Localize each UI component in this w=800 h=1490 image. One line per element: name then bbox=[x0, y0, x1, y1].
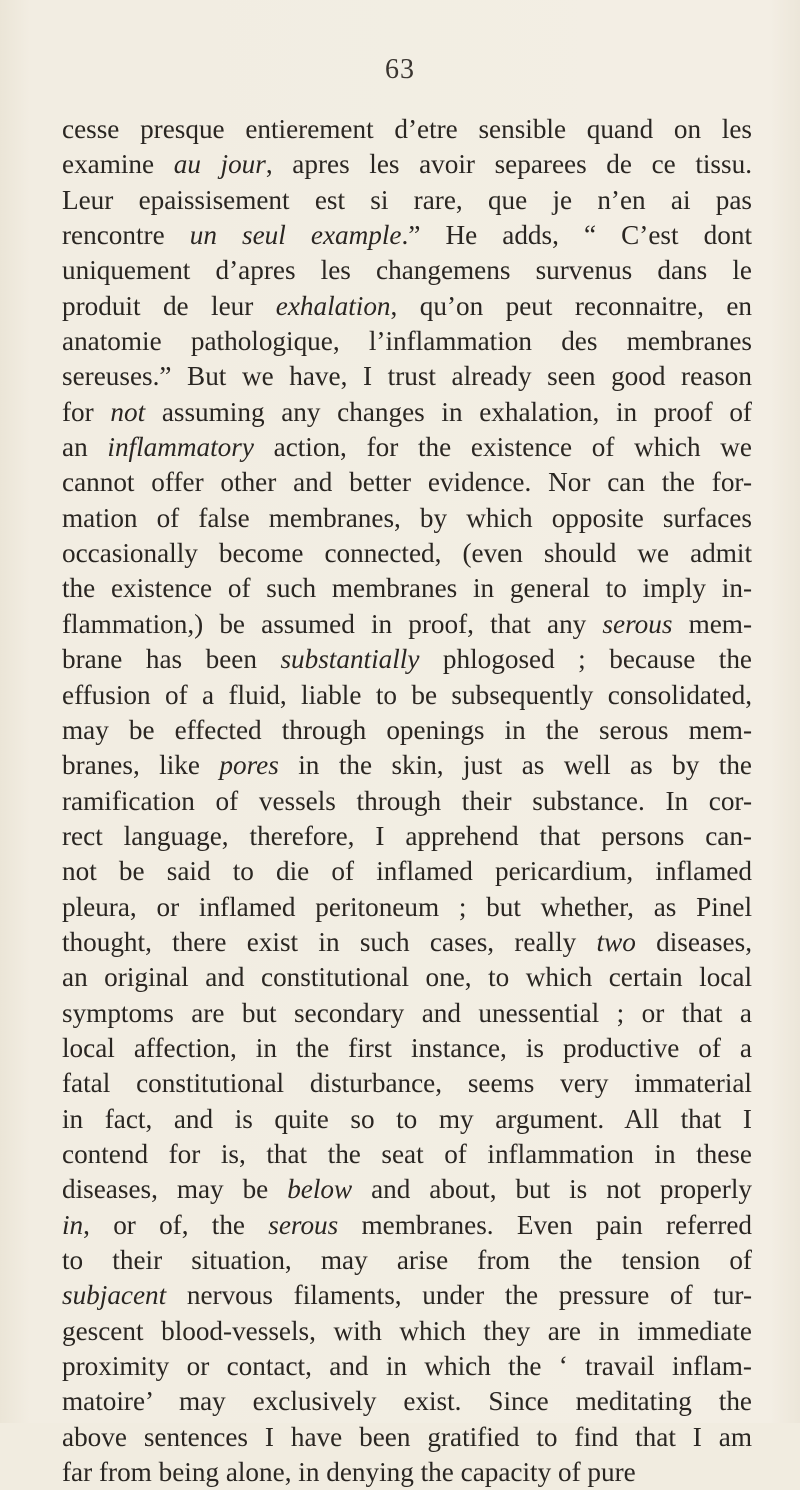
text-segment: .” He adds, “ C’est dont bbox=[401, 220, 752, 251]
text-segment: for bbox=[62, 396, 111, 427]
text-segment: produit de leur bbox=[62, 290, 276, 321]
text-line bbox=[62, 289, 752, 324]
text-line bbox=[62, 996, 752, 1031]
text-line bbox=[62, 890, 752, 925]
text-segment: phlogosed ; because the bbox=[419, 644, 752, 675]
text-line bbox=[62, 147, 752, 182]
text-segment: anatomie pathologique, l’inflammation des membranes bbox=[62, 326, 752, 357]
text-line bbox=[62, 1102, 752, 1137]
text-segment: occasionally become connected, (even should we admit bbox=[62, 538, 752, 569]
text-segment: rencontre bbox=[62, 220, 190, 251]
text-segment: pleura, or inflamed peritoneum ; but whether, as Pinel bbox=[62, 891, 752, 922]
text-segment: matoire’ may exclusively exist. Since meditating the bbox=[62, 1386, 752, 1417]
text-line bbox=[62, 607, 752, 642]
text-segment: far from being alone, in denying the capacity of pure bbox=[62, 1457, 636, 1488]
text-segment: branes, like bbox=[62, 750, 220, 781]
italic-text: inflammatory bbox=[107, 432, 254, 463]
text-segment: above sentences I have been gratified to find that I am bbox=[62, 1421, 752, 1452]
text-line bbox=[62, 465, 752, 500]
text-line bbox=[62, 1349, 752, 1384]
text-segment: contend for is, that the seat of inflammation in these bbox=[62, 1138, 752, 1169]
text-segment: , apres les avoir separees de ce tissu. bbox=[265, 149, 752, 180]
italic-text: two bbox=[596, 926, 636, 957]
text-segment: , qu’on peut reconnaitre, en bbox=[390, 290, 753, 321]
text-line bbox=[62, 1137, 752, 1172]
text-line bbox=[62, 784, 752, 819]
text-segment: gescent blood-vessels, with which they are in immediate bbox=[62, 1315, 752, 1346]
text-segment: in the skin, just as well as by the bbox=[278, 750, 752, 781]
italic-text: subjacent bbox=[62, 1280, 167, 1311]
text-line bbox=[62, 359, 752, 394]
italic-text: not bbox=[110, 396, 146, 427]
text-segment: an bbox=[62, 432, 108, 463]
text-segment: uniquement d’apres les changemens survenus dans le bbox=[62, 255, 752, 286]
text-line bbox=[62, 112, 752, 147]
text-segment: ramification of vessels through their substance. In cor- bbox=[62, 785, 752, 816]
text-line bbox=[62, 960, 752, 995]
italic-text: pores bbox=[219, 750, 279, 781]
text-line bbox=[62, 430, 752, 465]
text-line bbox=[62, 1172, 752, 1207]
italic-text: exhalation bbox=[275, 290, 391, 321]
text-segment: proximity or contact, and in which the ‘ travail inflam- bbox=[62, 1351, 752, 1382]
page-number: 63 bbox=[385, 54, 415, 85]
text-segment: and about, but is not properly bbox=[352, 1174, 752, 1205]
text-segment: in fact, and is quite so to my argument. All that I bbox=[62, 1103, 752, 1134]
text-line bbox=[62, 501, 752, 536]
text-line bbox=[62, 1066, 752, 1101]
italic-text: in bbox=[62, 1209, 84, 1240]
text-line bbox=[62, 748, 752, 783]
text-segment: brane has been bbox=[62, 644, 281, 675]
italic-text: serous bbox=[268, 1209, 339, 1240]
text-line bbox=[62, 642, 752, 677]
text-line bbox=[62, 1031, 752, 1066]
text-segment: an original and constitutional one, to which certain local bbox=[62, 962, 752, 993]
text-segment: fatal constitutional disturbance, seems very immaterial bbox=[62, 1068, 752, 1099]
body-text bbox=[62, 112, 752, 1490]
text-line bbox=[62, 536, 752, 571]
text-segment: cesse presque entierement d’etre sensible quand on les bbox=[62, 114, 752, 144]
text-segment: thought, there exist in such cases, really bbox=[62, 926, 597, 957]
text-segment: membranes. Even pain referred bbox=[338, 1209, 752, 1240]
text-segment: flammation,) be assumed in proof, that any bbox=[62, 608, 603, 639]
text-line bbox=[62, 571, 752, 606]
text-line bbox=[62, 1208, 752, 1243]
text-line bbox=[62, 854, 752, 889]
text-segment: nervous filaments, under the pressure of tur- bbox=[166, 1280, 752, 1311]
text-segment: cannot offer other and better evidence. Nor can the for- bbox=[62, 467, 752, 498]
text-segment: symptoms are but secondary and unessential ; or that a bbox=[62, 997, 752, 1028]
text-segment: sereuses.” But we have, I trust already seen good reason bbox=[62, 361, 752, 392]
text-segment: examine bbox=[62, 149, 174, 180]
text-segment: action, for the existence of which we bbox=[253, 432, 752, 463]
text-segment: mem- bbox=[672, 608, 752, 639]
text-segment: diseases, bbox=[635, 926, 752, 957]
text-line bbox=[62, 1455, 752, 1490]
text-line bbox=[62, 1384, 752, 1419]
text-line bbox=[62, 1278, 752, 1313]
text-segment: diseases, may be bbox=[62, 1174, 288, 1205]
text-segment: local affection, in the first instance, is productive of a bbox=[62, 1032, 752, 1063]
text-line bbox=[62, 1243, 752, 1278]
text-segment: assuming any changes in exhalation, in proof of bbox=[145, 396, 752, 427]
text-segment: rect language, therefore, I apprehend that persons can- bbox=[62, 820, 752, 851]
text-segment: to their situation, may arise from the tension of bbox=[62, 1245, 752, 1275]
text-line bbox=[62, 1420, 752, 1455]
text-line bbox=[62, 713, 752, 748]
text-line bbox=[62, 819, 752, 854]
text-segment: not be said to die of inflamed pericardium, inflamed bbox=[62, 856, 752, 887]
text-segment: the existence of such membranes in general to imply in- bbox=[62, 573, 752, 604]
italic-text: au jour bbox=[173, 149, 266, 180]
text-line bbox=[62, 925, 752, 960]
italic-text: substantially bbox=[280, 644, 420, 675]
text-line bbox=[62, 395, 752, 430]
text-line bbox=[62, 218, 752, 253]
text-segment: mation of false membranes, by which opposite surfaces bbox=[62, 502, 752, 533]
text-segment: effusion of a fluid, liable to be subsequently consolidated, bbox=[62, 679, 752, 710]
text-line bbox=[62, 678, 752, 713]
italic-text: serous bbox=[602, 608, 673, 639]
text-segment: Leur epaissisement est si rare, que je n’en ai pas bbox=[62, 184, 752, 215]
text-line bbox=[62, 1314, 752, 1349]
italic-text: below bbox=[287, 1174, 353, 1205]
text-line bbox=[62, 253, 752, 288]
text-segment: , or of, the bbox=[83, 1209, 269, 1240]
text-line bbox=[62, 183, 752, 218]
italic-text: un seul example bbox=[189, 220, 402, 251]
text-line bbox=[62, 324, 752, 359]
text-segment: may be effected through openings in the serous mem- bbox=[62, 714, 752, 745]
